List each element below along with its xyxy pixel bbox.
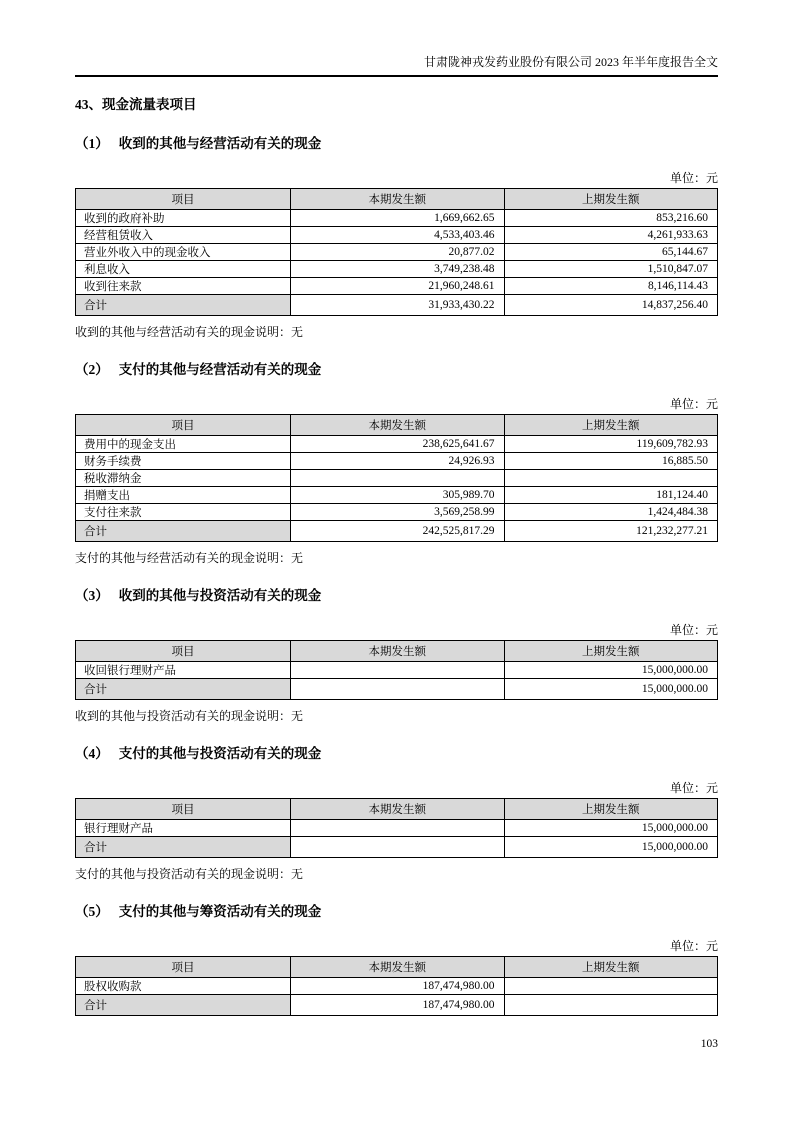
- cell-prior: 15,000,000.00: [504, 662, 717, 679]
- column-header-item: 项目: [76, 799, 291, 820]
- table-header-row: [76, 641, 718, 662]
- cell-current: [291, 820, 504, 837]
- table-row: [76, 470, 718, 487]
- column-header-item: 项目: [76, 415, 291, 436]
- table-total-row: [76, 995, 718, 1016]
- cell-item: 收到往来款: [76, 278, 291, 295]
- table-row: [76, 261, 718, 278]
- table-total-row: [76, 679, 718, 700]
- cell-prior: 15,000,000.00: [504, 820, 717, 837]
- table-row: [76, 662, 718, 679]
- cell-item: 利息收入: [76, 261, 291, 278]
- cell-prior: 15,000,000.00: [504, 679, 717, 700]
- cell-current: 31,933,430.22: [291, 295, 504, 316]
- cell-item: 收到的政府补助: [76, 210, 291, 227]
- cell-prior: [504, 470, 717, 487]
- subsection-2-title: [75, 362, 718, 377]
- cell-item: 费用中的现金支出: [76, 436, 291, 453]
- cell-prior: 119,609,782.93: [504, 436, 717, 453]
- table-total-row: [76, 521, 718, 542]
- table-header-row: [76, 189, 718, 210]
- column-header-item: 项目: [76, 641, 291, 662]
- cell-item: 合计: [76, 521, 291, 542]
- table-row: [76, 504, 718, 521]
- column-header-current: 本期发生额: [291, 799, 504, 820]
- cell-current: 187,474,980.00: [291, 978, 504, 995]
- cash-table-2: [75, 414, 718, 542]
- cash-table-3: [75, 640, 718, 700]
- cell-current: 305,989.70: [291, 487, 504, 504]
- unit-label: 单位：元: [669, 397, 718, 411]
- report-header-title: 甘肃陇神戎发药业股份有限公司 2023 年半年度报告全文: [75, 0, 718, 77]
- cell-prior: 15,000,000.00: [504, 837, 717, 858]
- cell-prior: [504, 995, 717, 1016]
- cash-table-4: [75, 798, 718, 858]
- cell-prior: 1,510,847.07: [504, 261, 717, 278]
- cell-item: 合计: [76, 295, 291, 316]
- subsection-2-label: 支付的其他与经营活动有关的现金: [118, 362, 322, 377]
- cell-prior: 121,232,277.21: [504, 521, 717, 542]
- cell-current: 3,749,238.48: [291, 261, 504, 278]
- column-header-current: 本期发生额: [291, 957, 504, 978]
- cell-item: 税收滞纳金: [76, 470, 291, 487]
- cell-item: 股权收购款: [76, 978, 291, 995]
- cell-item: 财务手续费: [76, 453, 291, 470]
- cell-current: 20,877.02: [291, 244, 504, 261]
- cell-current: 21,960,248.61: [291, 278, 504, 295]
- table-row: [76, 820, 718, 837]
- cell-current: 238,625,641.67: [291, 436, 504, 453]
- cell-current: [291, 470, 504, 487]
- table-row: [76, 487, 718, 504]
- cell-item: 捐赠支出: [76, 487, 291, 504]
- cell-prior: [504, 978, 717, 995]
- subsection-5-label: 支付的其他与筹资活动有关的现金: [118, 904, 322, 919]
- cell-item: 合计: [76, 837, 291, 858]
- cell-current: 4,533,403.46: [291, 227, 504, 244]
- cell-current: 1,669,662.65: [291, 210, 504, 227]
- table-row: [76, 453, 718, 470]
- cell-prior: 8,146,114.43: [504, 278, 717, 295]
- column-header-prior: 上期发生额: [504, 641, 717, 662]
- subsection-3-number: （3）: [75, 588, 109, 603]
- cell-current: 24,926.93: [291, 453, 504, 470]
- cell-prior: 1,424,484.38: [504, 504, 717, 521]
- column-header-prior: 上期发生额: [504, 799, 717, 820]
- cell-prior: 16,885.50: [504, 453, 717, 470]
- table-row: [76, 436, 718, 453]
- subsection-3-label: 收到的其他与投资活动有关的现金: [118, 588, 322, 603]
- unit-label: 单位：元: [669, 939, 718, 953]
- subsection-5-number: （5）: [75, 904, 109, 919]
- column-header-prior: 上期发生额: [504, 189, 717, 210]
- cell-prior: 853,216.60: [504, 210, 717, 227]
- table-header-row: [76, 957, 718, 978]
- cell-item: 支付往来款: [76, 504, 291, 521]
- subsection-1-label: 收到的其他与经营活动有关的现金: [118, 136, 322, 151]
- table-header-row: [76, 415, 718, 436]
- cell-prior: 181,124.40: [504, 487, 717, 504]
- subsection-2-number: （2）: [75, 362, 109, 377]
- note: 收到的其他与经营活动有关的现金说明：无: [75, 325, 304, 339]
- cell-item: 银行理财产品: [76, 820, 291, 837]
- cell-item: 营业外收入中的现金收入: [76, 244, 291, 261]
- subsection-1-title: [75, 136, 718, 151]
- section-heading: 43、现金流量表项目: [75, 97, 197, 112]
- subsection-4-title: [75, 746, 718, 761]
- column-header-prior: 上期发生额: [504, 957, 717, 978]
- column-header-current: 本期发生额: [291, 189, 504, 210]
- table-total-row: [76, 837, 718, 858]
- cell-current: 242,525,817.29: [291, 521, 504, 542]
- unit-label: 单位：元: [669, 781, 718, 795]
- column-header-prior: 上期发生额: [504, 415, 717, 436]
- column-header-item: 项目: [76, 189, 291, 210]
- subsection-1-number: （1）: [75, 136, 109, 151]
- cell-prior: 65,144.67: [504, 244, 717, 261]
- note: 支付的其他与经营活动有关的现金说明：无: [75, 551, 304, 565]
- table-row: [76, 278, 718, 295]
- cell-current: [291, 679, 504, 700]
- cell-prior: 4,261,933.63: [504, 227, 717, 244]
- page-number: 103: [700, 1038, 718, 1050]
- unit-label: 单位：元: [669, 171, 718, 185]
- note: 收到的其他与投资活动有关的现金说明：无: [75, 709, 304, 723]
- cell-current: 187,474,980.00: [291, 995, 504, 1016]
- cell-item: 合计: [76, 679, 291, 700]
- table-row: [76, 978, 718, 995]
- cell-item: 收回银行理财产品: [76, 662, 291, 679]
- column-header-current: 本期发生额: [291, 415, 504, 436]
- table-header-row: [76, 799, 718, 820]
- cell-item: 经营租赁收入: [76, 227, 291, 244]
- cell-current: [291, 662, 504, 679]
- table-row: [76, 210, 718, 227]
- column-header-current: 本期发生额: [291, 641, 504, 662]
- table-row: [76, 227, 718, 244]
- table-total-row: [76, 295, 718, 316]
- cell-item: 合计: [76, 995, 291, 1016]
- subsection-3-title: [75, 588, 718, 603]
- subsection-4-number: （4）: [75, 746, 109, 761]
- cell-prior: 14,837,256.40: [504, 295, 717, 316]
- unit-label: 单位：元: [669, 623, 718, 637]
- note: 支付的其他与投资活动有关的现金说明：无: [75, 867, 304, 881]
- cell-current: 3,569,258.99: [291, 504, 504, 521]
- subsection-4-label: 支付的其他与投资活动有关的现金: [118, 746, 322, 761]
- subsection-5-title: [75, 904, 718, 919]
- column-header-item: 项目: [76, 957, 291, 978]
- cash-table-5: [75, 956, 718, 1016]
- cell-current: [291, 837, 504, 858]
- table-row: [76, 244, 718, 261]
- cash-table-1: [75, 188, 718, 316]
